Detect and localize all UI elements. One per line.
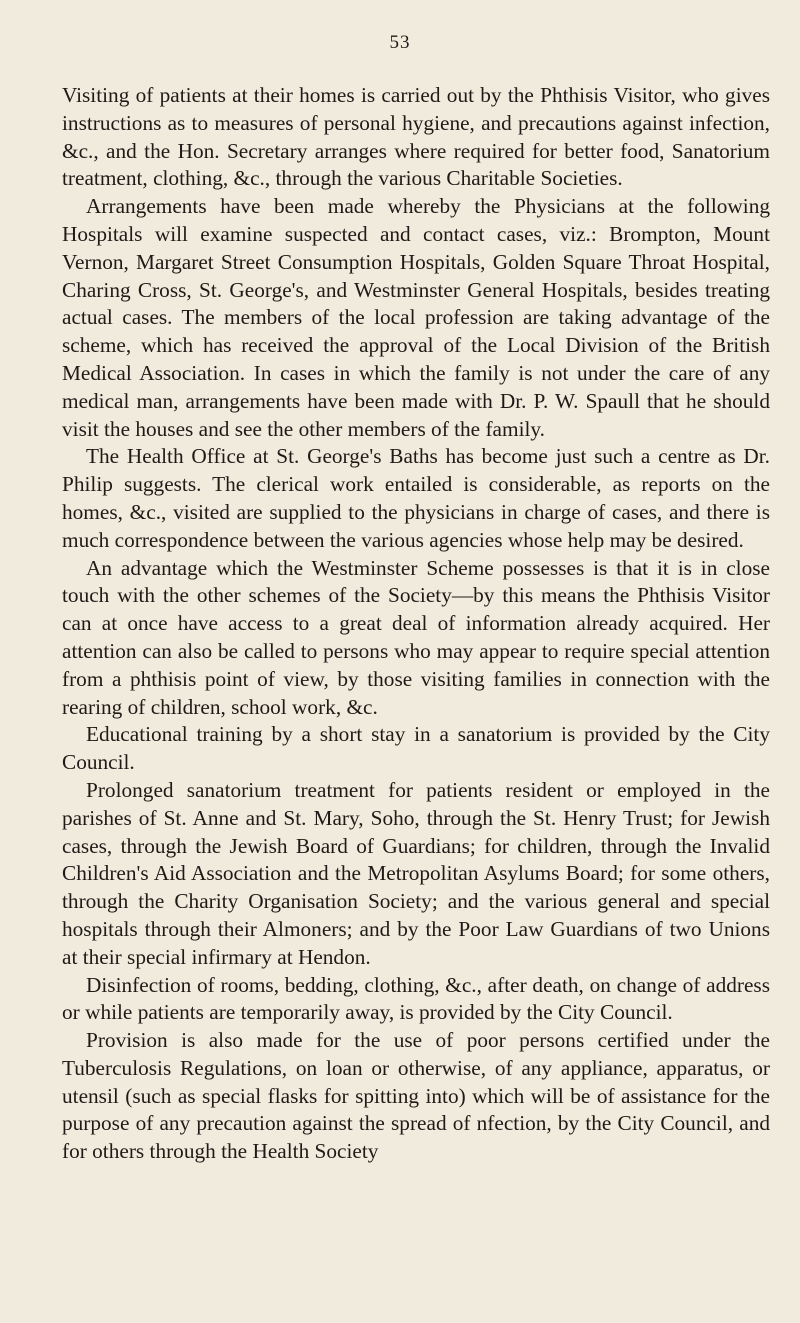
paragraph-visiting: Visiting of patients at their homes is carried out by the Phthisis Visitor, who gives instructions as to measures of personal hygiene, and precautions against infection, &c., and the Hon. Secretary arranges where required for better food, Sanatorium treatment, clothing, &c., through the various Charitable Societies. <box>62 83 770 191</box>
paragraph-prolonged-treatment: Prolonged sanatorium treatment for patients resident or employed in the parishes of St. Anne and St. Mary, Soho, through the St. Henry Trust; for Jewish cases, through the Jewish Board of Guardians; for children, through the Invalid Children's Aid Association and the Metropolitan Asylums Board; for some others, through the Charity Organisation Society; and the various general and special hospitals through their Almoners; and by the Poor Law Guardians of two Unions at their special infirmary at Hendon. <box>62 777 770 969</box>
paragraph-health-office: The Health Office at St. George's Baths has become just such a centre as Dr. Philip suggests. The clerical work entailed is considerable, as reports on the homes, &c., visited are supplied to the physicians in charge of cases, and there is much correspondence between the various agencies whose help may be desired. <box>62 444 770 552</box>
page-number: 53 <box>389 32 411 53</box>
paragraph-educational-training: Educational training by a short stay in a sanatorium is provided by the City Council. <box>62 722 770 775</box>
paragraph-provision: Provision is also made for the use of poor persons certified under the Tuberculosis Regulations, on loan or otherwise, of any appliance, apparatus, or utensil (such as special flasks for spitting into) which will be of assistance for the purpose of any precaution against the spread of nfection, by the City Council, and for others through the Health Society <box>62 1028 770 1164</box>
paragraph-disinfection: Disinfection of rooms, bedding, clothing, &c., after death, on change of address or while patients are temporarily away, is provided by the City Council. <box>62 972 770 1025</box>
body-text <box>62 82 770 1166</box>
paragraph-westminster-scheme: An advantage which the Westminster Scheme possesses is that it is in close touch with the other schemes of the Society—by this means the Phthisis Visitor can at once have access to a great deal of information already acquired. Her attention can also be called to persons who may appear to require special attention from a phthisis point of view, by those visiting families in connection with the rearing of children, school work, &c. <box>62 555 770 719</box>
paragraph-hospital-arrangements: Arrangements have been made whereby the Physicians at the following Hospitals will examine suspected and contact cases, viz.: Brompton, Mount Vernon, Margaret Street Consumption Hospitals, Golden Square Throat Hospital, Charing Cross, St. George's, and Westminster General Hospitals, besides treating actual cases. The members of the local profession are taking advantage of the scheme, which has received the approval of the Local Division of the British Medical Association. In cases in which the family is not under the care of any medical man, arrangements have been made with Dr. P. W. Spaull that he should visit the houses and see the other members of the family. <box>62 194 770 441</box>
